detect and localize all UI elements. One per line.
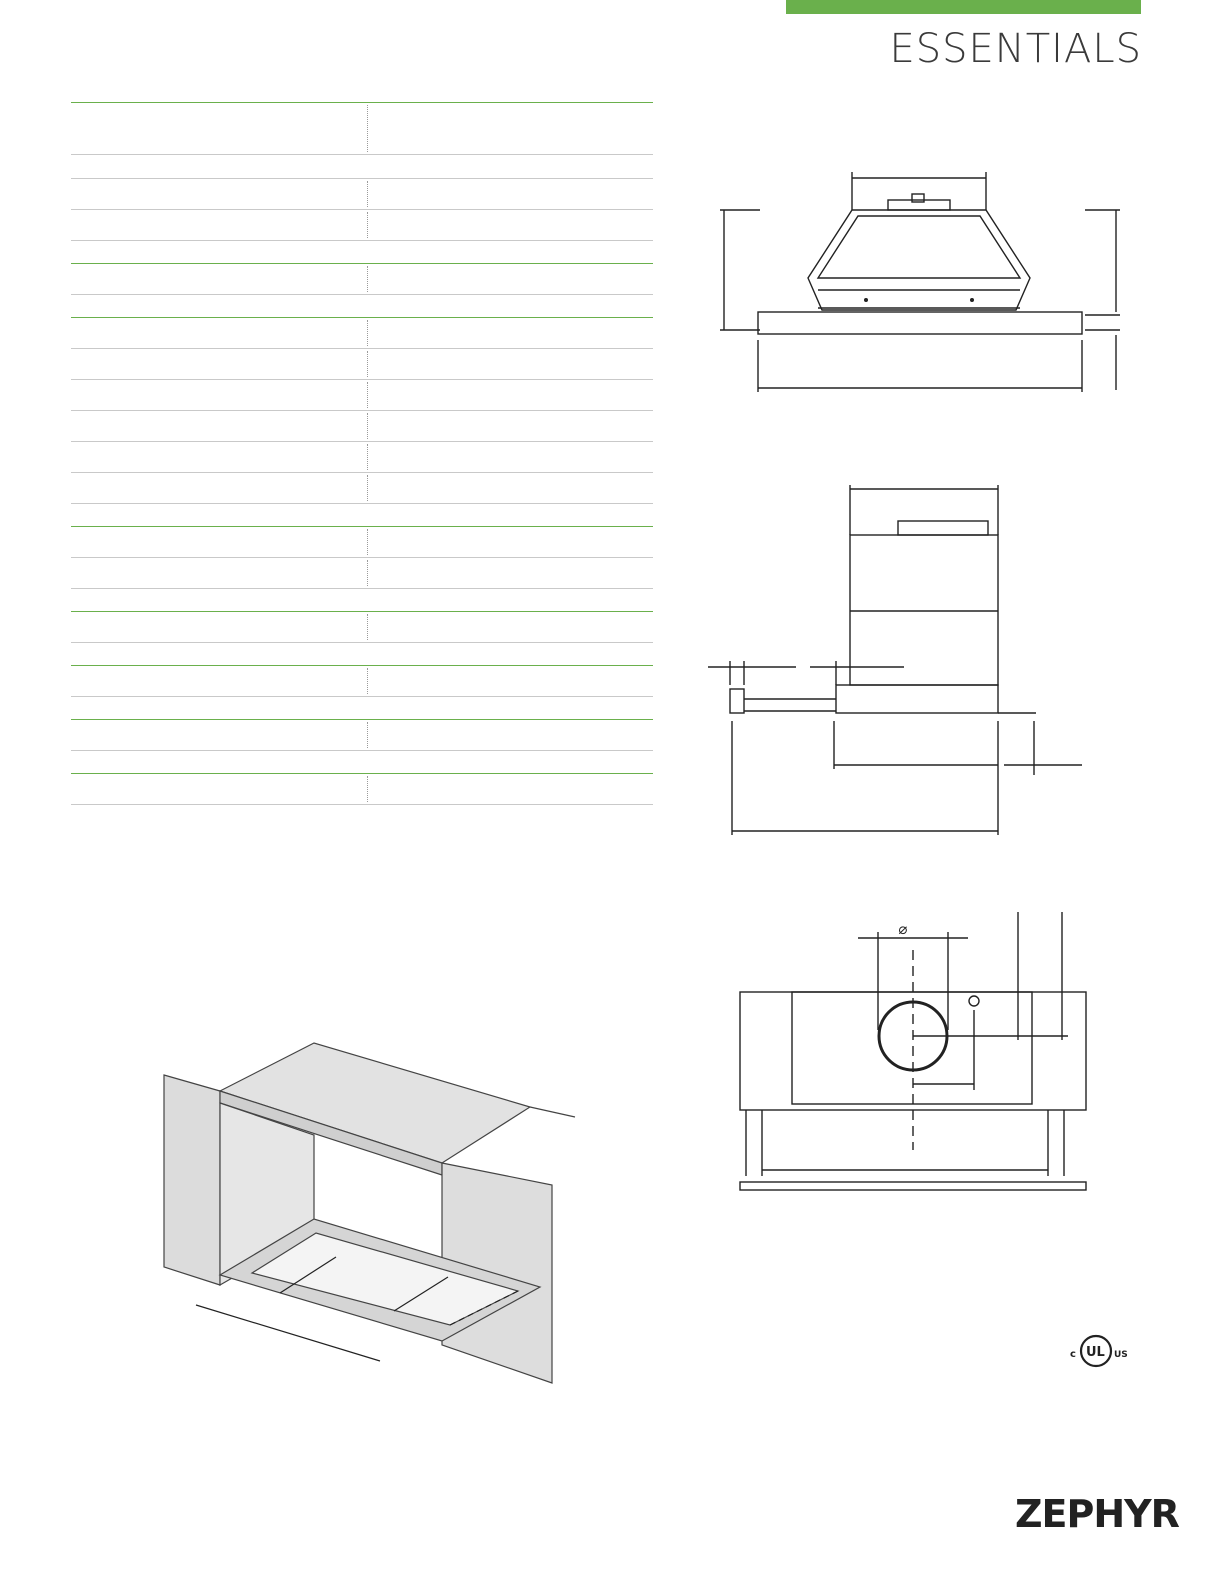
cell-divider bbox=[367, 776, 368, 802]
cell-divider bbox=[367, 529, 368, 555]
cul-us-mark bbox=[1068, 1333, 1130, 1369]
cell-divider bbox=[367, 266, 368, 292]
spec-row bbox=[71, 210, 653, 241]
hood-front-view-drawing bbox=[700, 160, 1140, 410]
cell-divider bbox=[367, 212, 368, 238]
page-title: ESSENTIALS bbox=[889, 26, 1142, 72]
cell-divider bbox=[367, 444, 368, 470]
spec-table bbox=[71, 102, 653, 805]
svg-text:c: c bbox=[1070, 1349, 1076, 1360]
spec-row bbox=[71, 155, 653, 179]
spec-row bbox=[71, 349, 653, 380]
cell-divider bbox=[367, 560, 368, 586]
spec-row bbox=[71, 612, 653, 643]
cell-divider bbox=[367, 475, 368, 501]
spec-row bbox=[71, 411, 653, 442]
cell-divider bbox=[367, 614, 368, 640]
brand-logo: ZEPHYR bbox=[1015, 1492, 1179, 1536]
diameter-symbol: ⌀ bbox=[898, 920, 908, 938]
spec-row bbox=[71, 179, 653, 210]
cell-divider bbox=[367, 181, 368, 207]
spec-row bbox=[71, 558, 653, 589]
accent-bar bbox=[786, 0, 1141, 14]
hood-side-view-drawing bbox=[700, 485, 1100, 845]
spec-row bbox=[71, 666, 653, 697]
spec-row bbox=[71, 720, 653, 751]
spec-row bbox=[71, 318, 653, 349]
spec-row bbox=[71, 504, 653, 527]
spec-row bbox=[71, 527, 653, 558]
cell-divider bbox=[367, 320, 368, 346]
cell-divider bbox=[367, 413, 368, 439]
cell-divider bbox=[367, 722, 368, 748]
spec-row bbox=[71, 380, 653, 411]
svg-text:US: US bbox=[1114, 1350, 1128, 1360]
cell-divider bbox=[367, 668, 368, 694]
spec-row bbox=[71, 102, 653, 155]
spec-row bbox=[71, 264, 653, 295]
cabinet-cutout-drawing bbox=[160, 1035, 580, 1385]
spec-row bbox=[71, 295, 653, 318]
spec-row bbox=[71, 774, 653, 805]
hood-top-view-drawing bbox=[738, 910, 1098, 1195]
cell-divider bbox=[367, 382, 368, 408]
spec-row bbox=[71, 643, 653, 666]
spec-row bbox=[71, 589, 653, 612]
spec-row bbox=[71, 697, 653, 720]
spec-row bbox=[71, 442, 653, 473]
svg-text:UL: UL bbox=[1086, 1345, 1105, 1360]
spec-row bbox=[71, 241, 653, 264]
cell-divider bbox=[367, 351, 368, 377]
spec-row bbox=[71, 751, 653, 774]
spec-row bbox=[71, 473, 653, 504]
cell-divider bbox=[367, 105, 368, 152]
